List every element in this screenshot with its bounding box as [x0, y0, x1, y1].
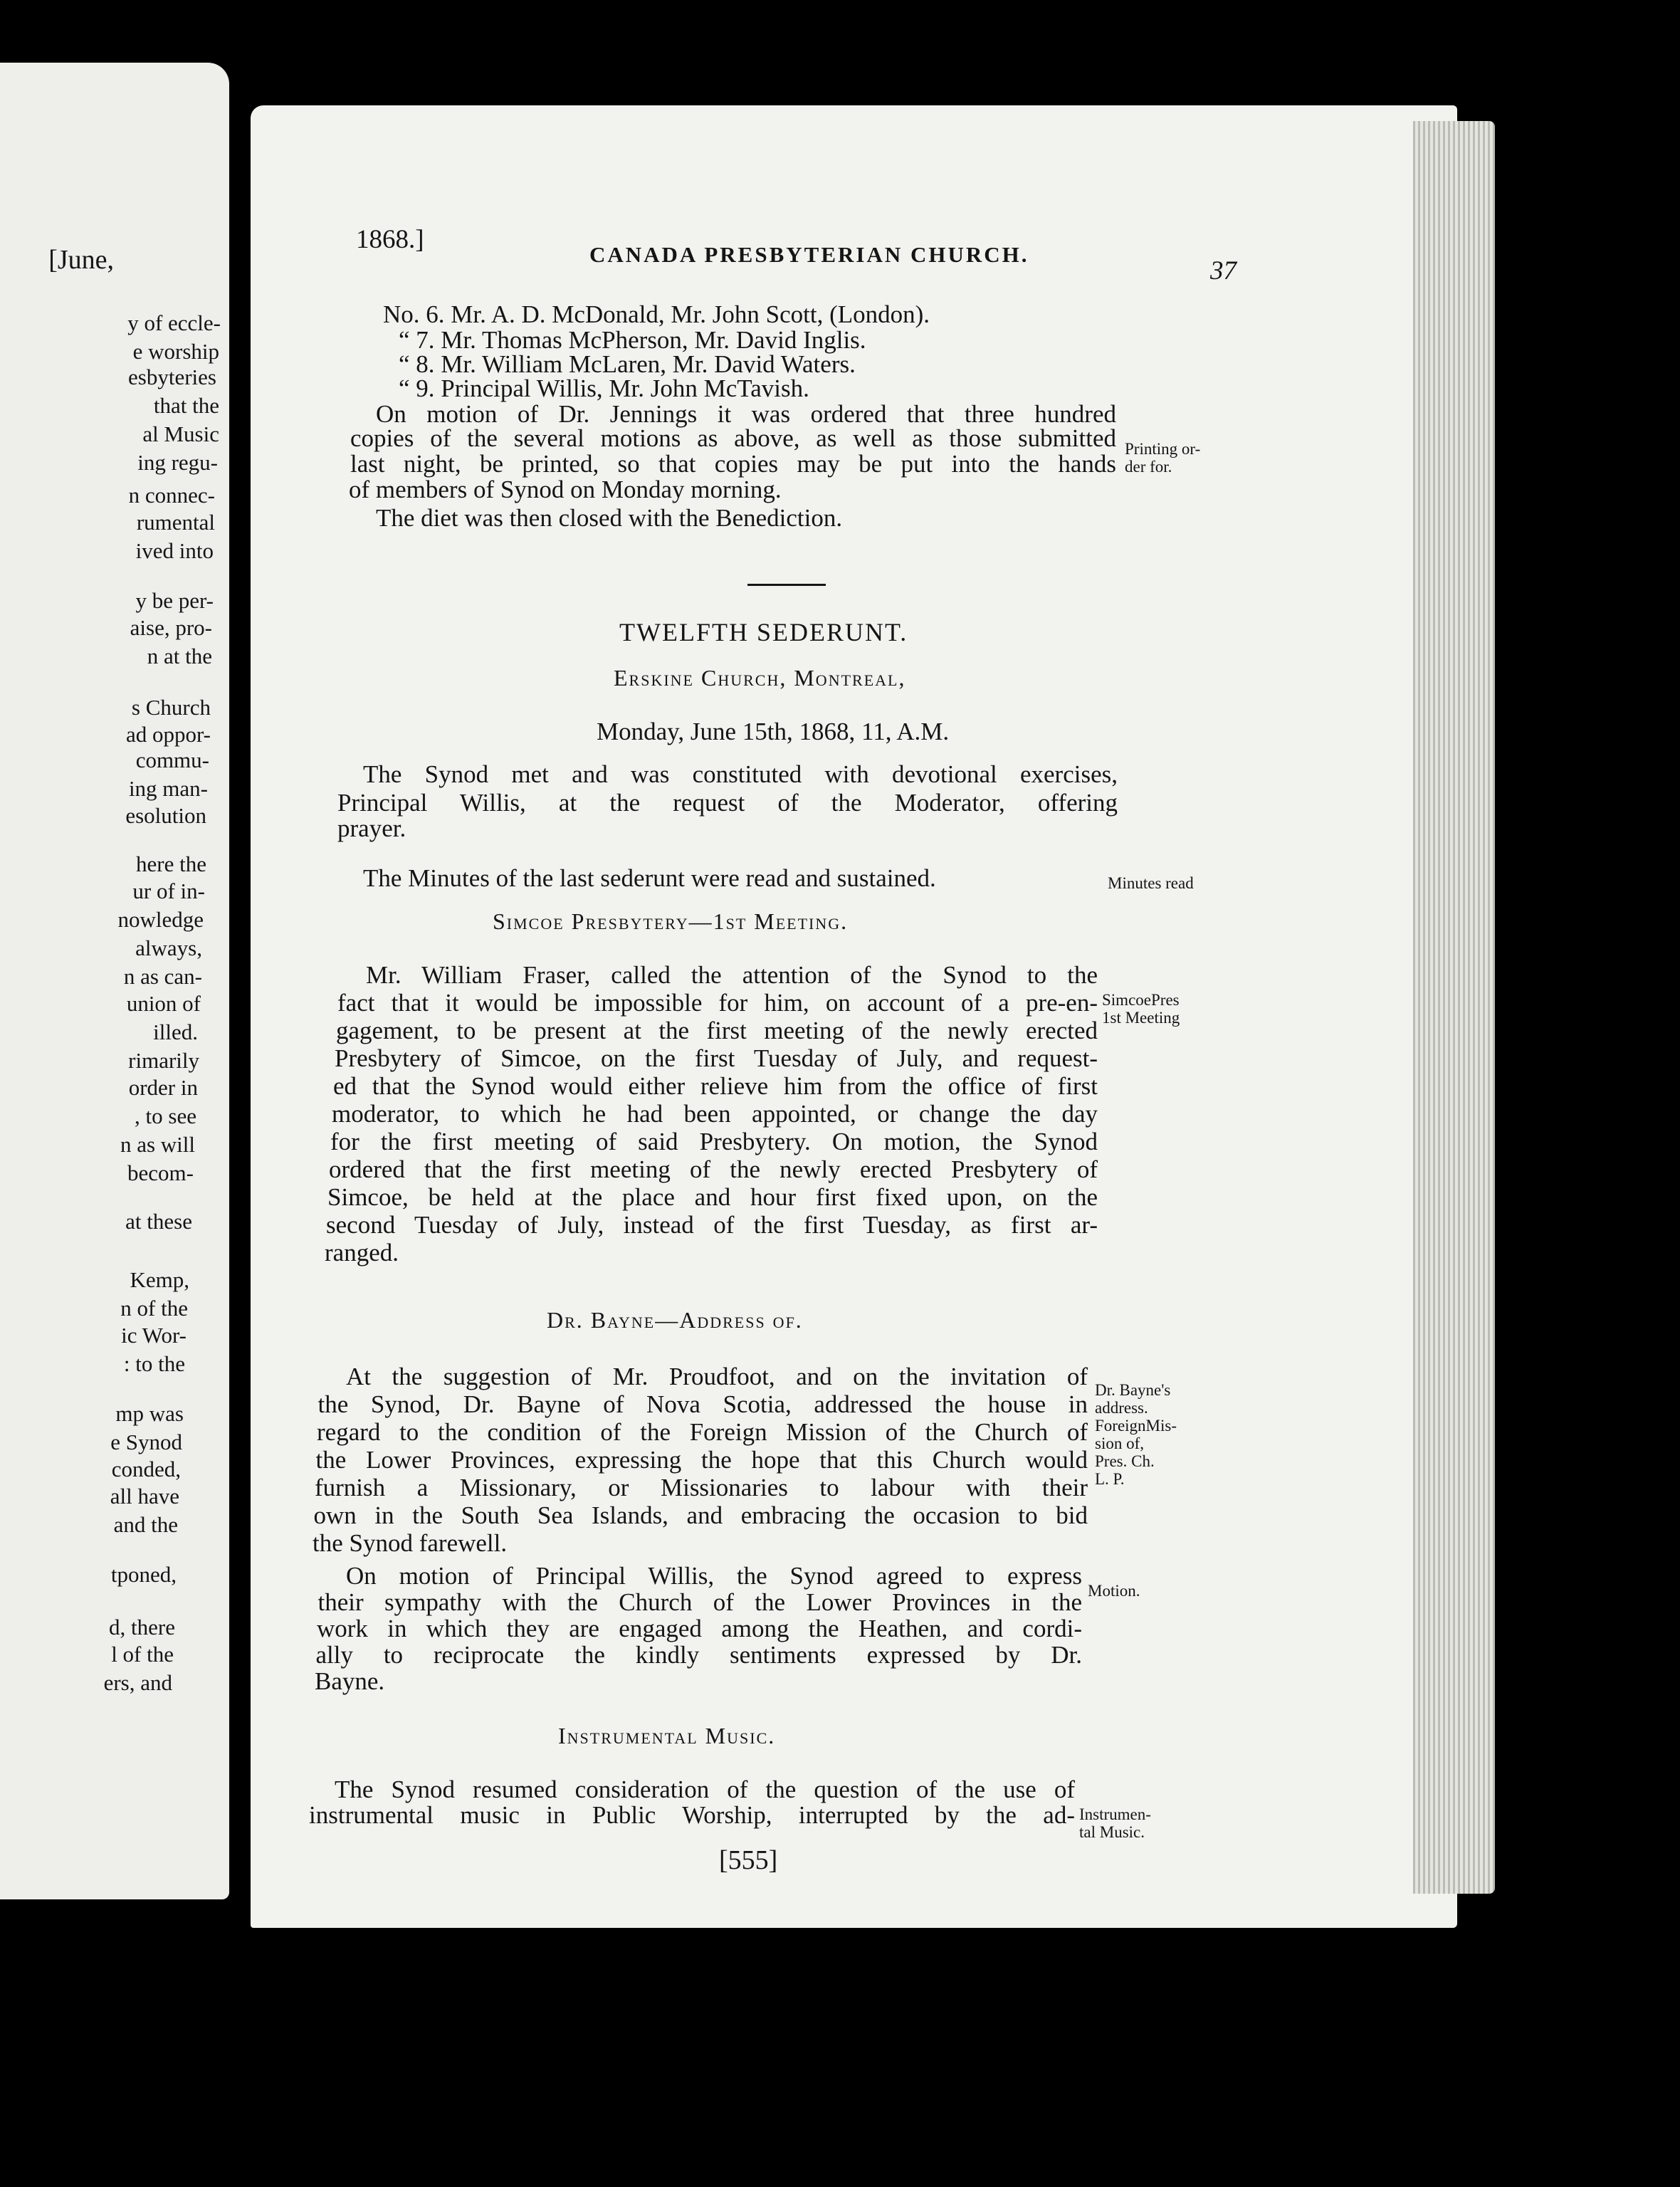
- left-page-heading: [June,: [48, 245, 114, 275]
- left-page-fragment: becom-: [127, 1160, 194, 1185]
- left-page-fragment: n at the: [147, 644, 212, 668]
- printing-line: last night, be printed, so that copies may be put into the hands: [350, 450, 1116, 478]
- opening-line: The Synod met and was constituted with devotional exercises,: [363, 760, 1118, 788]
- page-number: 37: [1210, 256, 1237, 285]
- left-page-fragment: n connec-: [128, 483, 215, 508]
- left-page-fragment: l of the: [111, 1642, 174, 1667]
- left-page-fragment: rimarily: [128, 1048, 199, 1073]
- left-page-fragment: ived into: [135, 538, 214, 563]
- left-page-fragment: ic Wor-: [121, 1323, 187, 1348]
- margin-note-printing: Printing or- der for.: [1125, 440, 1201, 476]
- simcoe-line: ed that the Synod would either relieve him from the office of first: [333, 1072, 1098, 1100]
- left-page-fragment: e Synod: [110, 1430, 182, 1454]
- left-page-fragment: nowledge: [117, 907, 204, 932]
- minutes-line: The Minutes of the last sederunt were read and sustained.: [363, 864, 936, 892]
- left-page-fragment: conded,: [111, 1457, 181, 1481]
- simcoe-line: ranged.: [325, 1239, 399, 1266]
- left-page-fragment: illed.: [153, 1019, 198, 1044]
- left-page-fragment: n as can-: [123, 964, 202, 989]
- closing-line: The diet was then closed with the Benediction.: [376, 504, 843, 532]
- margin-note-motion: Motion.: [1088, 1582, 1140, 1600]
- margin-note-simcoe: SimcoePres 1st Meeting: [1102, 991, 1180, 1027]
- committee-line: “ 9. Principal Willis, Mr. John McTavish.: [399, 374, 809, 402]
- left-page-fragment: n as will: [120, 1132, 195, 1157]
- simcoe-line: Presbytery of Simcoe, on the first Tuesday of July, and request-: [335, 1044, 1098, 1072]
- bayne-line: the Synod farewell.: [313, 1529, 508, 1557]
- simcoe-line: second Tuesday of July, instead of the first Tuesday, as first ar-: [326, 1211, 1098, 1239]
- sederunt-date: Monday, June 15th, 1868, 11, A.M.: [597, 718, 950, 745]
- simcoe-line: moderator, to which he had been appointed, or change the day: [332, 1100, 1098, 1128]
- printing-line: On motion of Dr. Jennings it was ordered that three hundred: [376, 400, 1116, 428]
- left-page-fragment: all have: [110, 1484, 179, 1509]
- motion-line: work in which they are engaged among the Heathen, and cordi-: [317, 1615, 1082, 1642]
- left-page-fragment: esbyteries: [128, 364, 216, 389]
- bayne-heading: Dr. Bayne—Address of.: [547, 1307, 803, 1333]
- simcoe-line: Mr. William Fraser, called the attention of the Synod to the: [366, 961, 1098, 989]
- simcoe-line: for the first meeting of said Presbytery. On motion, the Synod: [330, 1128, 1098, 1155]
- left-page-fragment: tponed,: [110, 1562, 177, 1587]
- bayne-line: the Synod, Dr. Bayne of Nova Scotia, addressed the house in: [317, 1390, 1088, 1418]
- bayne-line: the Lower Provinces, expressing the hope that this Church would: [315, 1446, 1088, 1474]
- committee-line: “ 8. Mr. William McLaren, Mr. David Waters.: [399, 350, 856, 378]
- left-page-fragment: n of the: [120, 1296, 188, 1321]
- left-page-fragment: and the: [113, 1512, 178, 1537]
- opening-line: Principal Willis, at the request of the Moderator, offering: [337, 789, 1118, 817]
- motion-line: ally to reciprocate the kindly sentiments expressed by Dr.: [315, 1641, 1082, 1669]
- margin-note-bayne: Dr. Bayne's address. ForeignMis- sion of, Pres. Ch. L. P.: [1095, 1381, 1177, 1488]
- instrumental-heading: Instrumental Music.: [558, 1723, 776, 1748]
- left-page-fragment: always,: [135, 935, 202, 960]
- left-page-fragment: ing regu-: [137, 450, 218, 475]
- signature-mark: [555]: [719, 1845, 778, 1875]
- left-page-fragment: , to see: [135, 1103, 196, 1128]
- margin-note-instrumental: Instrumen- tal Music.: [1079, 1805, 1151, 1841]
- left-page-fragment: ers, and: [103, 1670, 172, 1695]
- left-page-fragment: d, there: [109, 1615, 175, 1640]
- left-page-fragment: Kemp,: [130, 1267, 189, 1292]
- committee-line: “ 7. Mr. Thomas McPherson, Mr. David Inglis.: [399, 326, 866, 354]
- section-rule: [747, 584, 826, 586]
- left-page-fragment: here the: [136, 851, 206, 876]
- instrumental-line: instrumental music in Public Worship, interrupted by the ad-: [309, 1801, 1075, 1829]
- left-page-fragment: e worship: [132, 339, 219, 364]
- left-page-fragment: al Music: [142, 421, 219, 446]
- opening-line: prayer.: [337, 814, 406, 842]
- left-page-fragment: order in: [128, 1075, 198, 1100]
- motion-line: Bayne.: [315, 1667, 385, 1695]
- header-year: 1868.]: [356, 225, 424, 254]
- bayne-line: own in the South Sea Islands, and embracing the occasion to bid: [313, 1501, 1088, 1529]
- left-page-fragment: ing man-: [128, 776, 208, 801]
- bayne-line: regard to the condition of the Foreign Mission of the Church of: [317, 1418, 1088, 1446]
- sederunt-title: TWELFTH SEDERUNT.: [619, 618, 908, 646]
- left-page-fragment: that the: [153, 393, 219, 418]
- instrumental-line: The Synod resumed consideration of the question of the use of: [335, 1776, 1075, 1803]
- simcoe-line: Simcoe, be held at the place and hour first fixed upon, on the: [327, 1183, 1098, 1211]
- left-page-fragment: esolution: [125, 803, 206, 828]
- printing-line: of members of Synod on Monday morning.: [349, 476, 782, 503]
- left-page-fragment: mp was: [115, 1401, 184, 1426]
- motion-line: On motion of Principal Willis, the Synod agreed to express: [346, 1562, 1082, 1590]
- left-page-fragment: ur of in-: [132, 879, 205, 903]
- simcoe-line: gagement, to be present at the first meeting of the newly erected: [336, 1017, 1098, 1044]
- simcoe-heading: Simcoe Presbytery—1st Meeting.: [493, 908, 849, 934]
- printing-line: copies of the several motions as above, as well as those submitted: [350, 424, 1116, 452]
- left-page-fragment: union of: [126, 991, 201, 1016]
- left-page-fragment: y of eccle-: [127, 310, 221, 335]
- committee-line: No. 6. Mr. A. D. McDonald, Mr. John Scott, (London).: [383, 300, 930, 328]
- sederunt-place: Erskine Church, Montreal,: [614, 665, 906, 691]
- left-facing-page: [0, 63, 229, 1899]
- bayne-line: At the suggestion of Mr. Proudfoot, and on the invitation of: [346, 1363, 1088, 1390]
- left-page-fragment: y be per-: [135, 588, 214, 613]
- page-edge: [1413, 121, 1495, 1894]
- left-page-fragment: at these: [125, 1209, 192, 1234]
- motion-line: their sympathy with the Church of the Lower Provinces in the: [317, 1588, 1082, 1616]
- simcoe-line: ordered that the first meeting of the newly erected Presbytery of: [329, 1155, 1098, 1183]
- running-title: CANADA PRESBYTERIAN CHURCH.: [589, 242, 1029, 267]
- left-page-fragment: commu-: [135, 748, 209, 772]
- left-page-fragment: aise, pro-: [130, 615, 212, 640]
- left-page-fragment: s Church: [131, 695, 211, 720]
- left-page-fragment: rumental: [136, 510, 215, 535]
- simcoe-line: fact that it would be impossible for him, on account of a pre-en-: [337, 989, 1098, 1017]
- margin-note-minutes: Minutes read: [1108, 874, 1194, 892]
- left-page-fragment: ad oppor-: [125, 722, 211, 747]
- left-page-fragment: : to the: [123, 1351, 185, 1376]
- bayne-line: furnish a Missionary, or Missionaries to labour with their: [315, 1474, 1088, 1501]
